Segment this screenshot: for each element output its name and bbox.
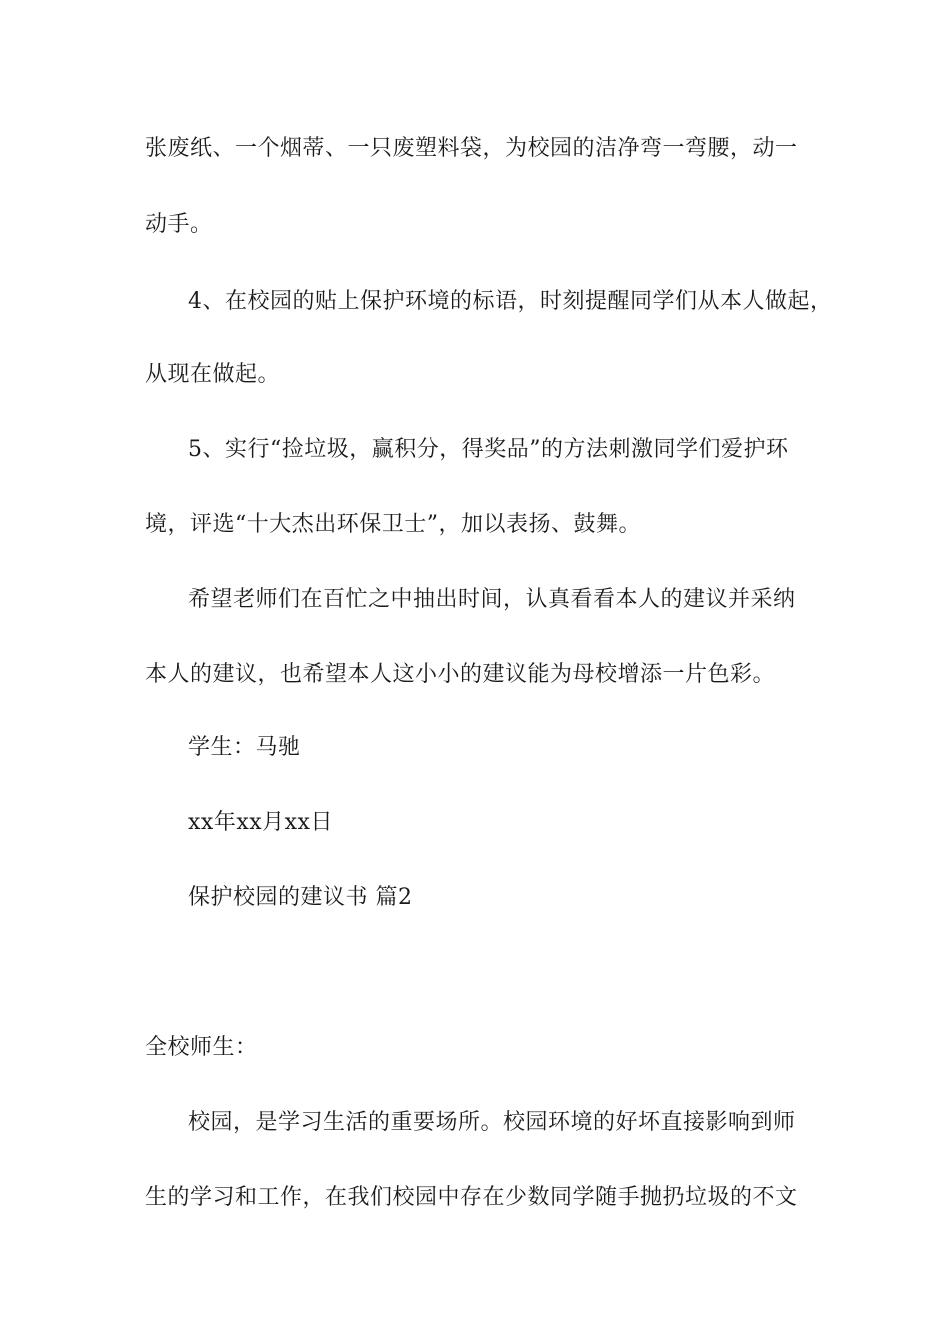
paragraph-line: 从现在做起。: [145, 362, 281, 387]
salutation: 全校师生：: [145, 1035, 258, 1060]
section-title: 保护校园的建议书 篇2: [188, 885, 413, 910]
signature-line: 学生：马驰: [188, 735, 301, 760]
paragraph-line: 境，评选“十大杰出环保卫士”，加以表扬、鼓舞。: [145, 512, 641, 537]
paragraph-line: 动手。: [145, 212, 213, 237]
paragraph-line: 4、在校园的贴上保护环境的标语，时刻提醒同学们从本人做起，: [188, 289, 833, 314]
paragraph-line: 希望老师们在百忙之中抽出时间，认真看看本人的建议并采纳: [188, 587, 796, 612]
date-line: xx年xx月xx日: [188, 810, 333, 835]
paragraph-line: 生的学习和工作，在我们校园中存在少数同学随手抛扔垃圾的不文: [145, 1185, 798, 1210]
paragraph-line: 校园，是学习生活的重要场所。校园环境的好坏直接影响到师: [188, 1110, 796, 1135]
paragraph-line: 本人的建议，也希望本人这小小的建议能为母校增添一片色彩。: [145, 662, 776, 687]
paragraph-line: 5、实行“捡垃圾，赢积分，得奖品”的方法刺激同学们爱护环: [188, 437, 789, 462]
paragraph-line: 张废纸、一个烟蒂、一只废塑料袋，为校园的洁净弯一弯腰，动一: [145, 136, 798, 161]
